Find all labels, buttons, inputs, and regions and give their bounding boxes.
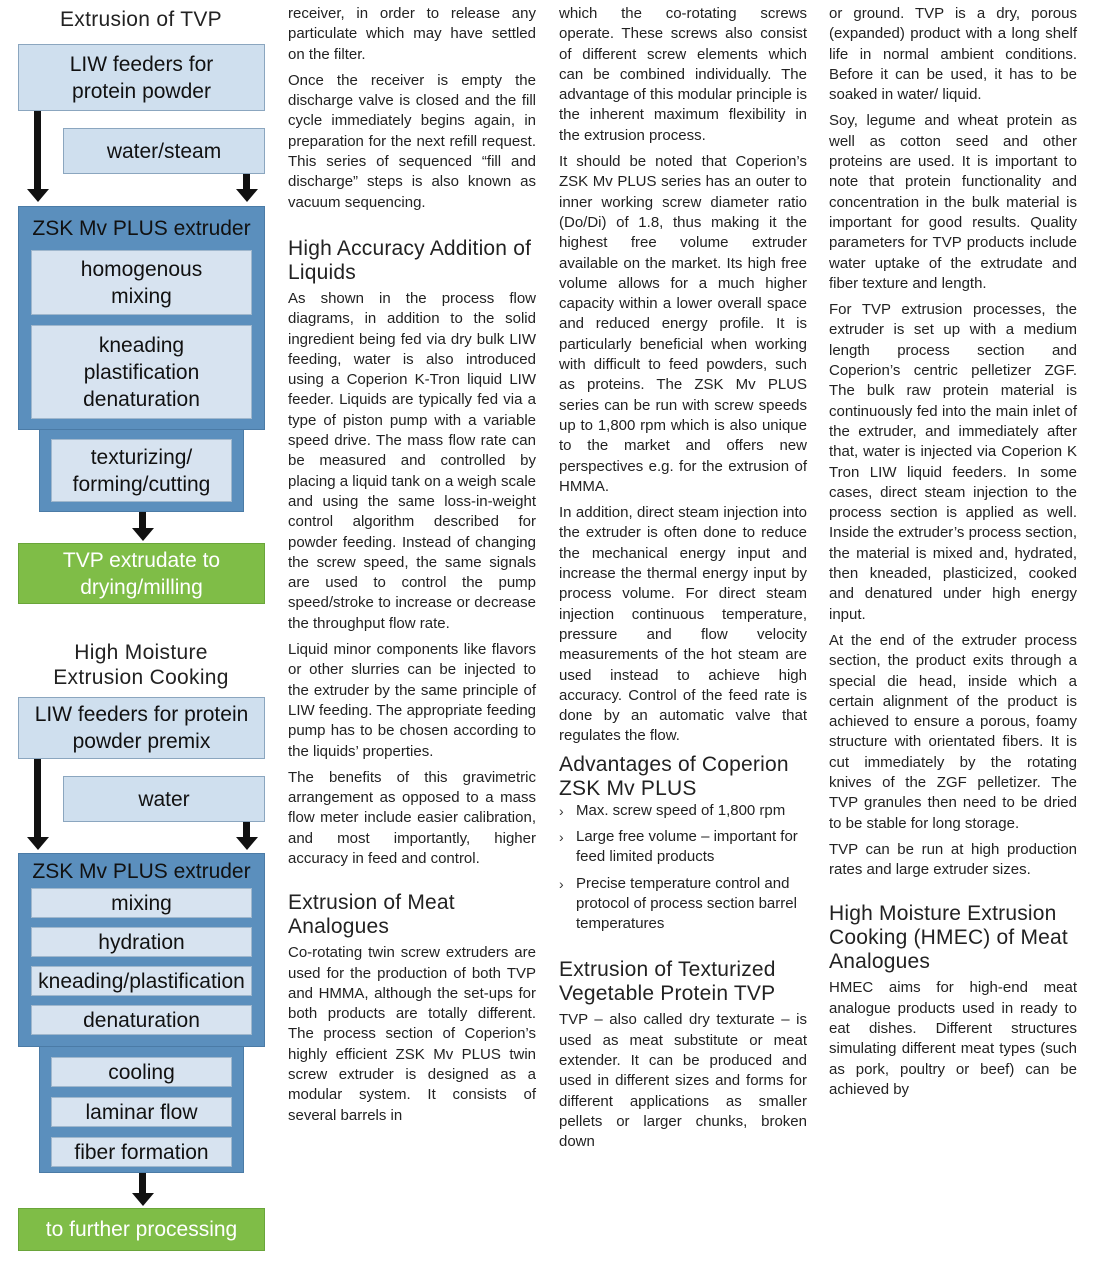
hmec-feeder-label: LIW feeders for protein powder premix: [34, 703, 249, 753]
tvp-step-kneading: [31, 325, 252, 419]
hmec-step-mixing: [31, 888, 252, 918]
hmec-water-label: water: [138, 787, 190, 811]
hmec-step-denaturation-label: denaturation: [83, 1008, 200, 1032]
tvp-feeder-label: LIW feeders for protein powder: [69, 52, 214, 103]
col3-paragraph-4: At the end of the extruder process section, the product exits through a special die head, inside which a certain alignment of the product is achieved to ensure a porous, foamy structure with orientated fibers. It is cut immediately by the rotating knives of the ZGF pelletizer. The TVP granules then need to be dried to be stable for long storage.: [829, 631, 1077, 832]
col2-paragraph-4: TVP – also called dry texturate – is used as meat substitute or meat extender. It can be produced and used in different sizes and forms for different applications as smaller pellets or larger chunks, broken down: [559, 1011, 807, 1151]
hmec-output-box: [18, 1208, 265, 1251]
tvp-step-kneading-label: kneading plastification denaturation: [83, 333, 200, 411]
tvp-water-arrow-head: [236, 189, 258, 202]
tvp-water-label: water/steam: [106, 139, 222, 163]
tvp-feeder-arrow-head: [27, 189, 49, 202]
col2-paragraph-3: In addition, direct steam injection into the extruder is often done to reduce the mechanical energy input and increase the thermal energy input by process volume. For direct steam injection continuous temperature, pressure and flow velocity measurements of the hot steam are used instead to achieve high accuracy. Control of the feed rate is done by an automatic valve that regulates the flow.: [559, 504, 807, 745]
diagram-hmec-title: High Moisture Extrusion Cooking: [53, 641, 229, 689]
hmec-step-cooling-label: cooling: [108, 1060, 175, 1084]
hmec-step-hydration-label: hydration: [98, 930, 185, 954]
tvp-step-texturizing-label: texturizing/ forming/cutting: [72, 445, 211, 496]
hmec-step-kneading-label: kneading/plastification: [38, 969, 245, 993]
tvp-step-texturizing: [51, 439, 232, 502]
hmec-step-kneading: [31, 966, 252, 996]
hmec-output-arrow-shaft: [139, 1173, 146, 1194]
tvp-extruder-block: [18, 206, 265, 430]
chevron-right-icon: ›: [559, 802, 564, 819]
hmec-step-mixing-label: mixing: [111, 891, 172, 915]
heading-hmec-meat-analogues: High Moisture Extrusion Cooking (HMEC) of Meat Analogues: [829, 902, 1068, 974]
tvp-die-block: [39, 429, 244, 512]
advantage-text: Max. screw speed of 1,800 rpm: [576, 801, 786, 819]
hmec-die-block: [39, 1046, 244, 1173]
hmec-step-cooling: [51, 1057, 232, 1087]
heading-extrusion-meat-analogues: Extrusion of Meat Analogues: [288, 891, 455, 939]
hmec-feeder-box: [18, 697, 265, 759]
hmec-step-hydration: [31, 927, 252, 957]
hmec-water-box: [63, 776, 265, 822]
col1-paragraph-5: The benefits of this gravimetric arrangement as opposed to a mass flow meter include easier calibration, and most importantly, higher accuracy in feed and control.: [288, 768, 536, 867]
text-column-2: [559, 4, 807, 1159]
col3-paragraph-6: HMEC aims for high-end meat analogue products used in ready to eat dishes. Different structures simulating different meat types (such as pork, poultry or beef) can be achieved by: [829, 979, 1077, 1098]
hmec-output-arrow-head: [132, 1193, 154, 1206]
hmec-extruder-label: ZSK Mv PLUS extruder: [32, 860, 251, 883]
hmec-step-laminar-flow: [51, 1097, 232, 1127]
chevron-right-icon: ›: [559, 875, 564, 892]
chevron-right-icon: ›: [559, 828, 564, 845]
text-column-1: [288, 4, 536, 1132]
tvp-feeder-arrow-shaft: [34, 111, 41, 190]
tvp-water-box: [63, 128, 265, 174]
hmec-water-arrow-shaft: [243, 822, 250, 838]
tvp-output-box: [18, 543, 265, 604]
col3-paragraph-1: or ground. TVP is a dry, porous (expanded) product with a long shelf life in normal ambient conditions. Before it can be used, it has to be soaked in water/ liquid.: [829, 5, 1077, 104]
col3-paragraph-3: For TVP extrusion processes, the extruder is set up with a medium length process section and Coperion’s centric pelletizer ZGF. The bulk raw protein material is continuously fed into the main inlet of the extruder, and immediately after that, water is injected via Coperion K Tron LIW liquid feeders. In some cases, direct steam injection to the process section is applied as well. Inside the extruder’s process section, the material is mixed and, hydrated, then kneaded, plasticized, cooked and denatured under high energy input.: [829, 301, 1077, 623]
col1-paragraph-6: Co-rotating twin screw extruders are used for the production of both TVP and HMMA, although the set-ups for both products are totally different. The process section of Coperion’s highly efficient ZSK Mv PLUS twin screw extruder is designed as a modular system. It consists of several barrels in: [288, 944, 536, 1124]
heading-high-accuracy-liquids: High Accuracy Addition of Liquids: [288, 236, 532, 284]
tvp-feeder-box: [18, 44, 265, 111]
tvp-step-mixing: [31, 250, 252, 315]
hmec-step-laminar-flow-label: laminar flow: [85, 1100, 198, 1124]
tvp-step-mixing-label: homogenous mixing: [80, 257, 203, 308]
hmec-step-fiber-formation: [51, 1137, 232, 1167]
col1-paragraph-2: Once the receiver is empty the discharge valve is closed and the fill cycle immediately begins again, in preparation for the next refill request. This series of sequenced “fill and discharge” steps is also known as vacuum sequencing.: [288, 71, 536, 211]
tvp-output-label: TVP extrudate to drying/milling: [62, 548, 221, 599]
col2-paragraph-1: which the co-rotating screws operate. These screws also consist of different screw elements which can be combined individually. The advantage of this modular principle is the inherent maximum flexibility in the extrusion process.: [559, 5, 807, 144]
col1-paragraph-1: receiver, in order to release any particulate which may have settled on the filter.: [288, 5, 536, 63]
hmec-step-denaturation: [31, 1005, 252, 1035]
hmec-water-arrow-head: [236, 837, 258, 850]
hmec-feeder-arrow-shaft: [34, 759, 41, 838]
diagram-tvp-title: Extrusion of TVP: [60, 8, 222, 31]
hmec-output-label: to further processing: [45, 1218, 238, 1241]
tvp-output-arrow-head: [132, 528, 154, 541]
hmec-feeder-arrow-head: [27, 837, 49, 850]
list-item: [559, 874, 807, 935]
heading-advantages: Advantages of Coperion ZSK Mv PLUS: [559, 752, 789, 800]
heading-extrusion-tvp: Extrusion of Texturized Vegetable Protein TVP: [559, 958, 776, 1006]
tvp-water-arrow-shaft: [243, 174, 250, 190]
hmec-step-fiber-formation-label: fiber formation: [74, 1140, 209, 1164]
tvp-extruder-label: ZSK Mv PLUS extruder: [32, 217, 251, 240]
text-column-3: [829, 4, 1077, 1106]
col3-paragraph-2: Soy, legume and wheat protein as well as cotton seed and other proteins are used. It is important to note that protein functionality and concentration in the bulk material is important for good results. Quality parameters for TVP products include water uptake of the extrudate and fiber texture and length.: [829, 112, 1077, 292]
col2-paragraph-2: It should be noted that Coperion’s ZSK Mv PLUS series has an outer to inner working screw diameter ratio (Do/Di) of 1.8, thus making it the highest free volume extruder available on the market. Its high free volume allows for a much higher capacity within a lower overall space and reduced energy profile. It is particularly beneficial when working with difficult to feed powders, such as proteins. The ZSK Mv PLUS series can be run with screw speeds up to 1,800 rpm which is also unique to the market and offers new perspectives e.g. for the extrusion of HMMA.: [559, 153, 807, 495]
col1-paragraph-4: Liquid minor components like flavors or other slurries can be injected to the extruder by the same principle of LIW feeding. The appropriate feeding pump has to be chosen according to the liquids’ properties.: [288, 641, 536, 760]
hmec-extruder-block: [18, 853, 265, 1047]
col3-paragraph-5: TVP can be run at high production rates and large extruder sizes.: [829, 840, 1077, 879]
tvp-output-arrow-shaft: [139, 512, 146, 529]
list-item: [559, 827, 807, 868]
list-item: [559, 801, 807, 821]
col1-paragraph-3: As shown in the process flow diagrams, in addition to the solid ingredient being fed via dry bulk LIW feeding, water is also introduced using a Coperion K-Tron liquid LIW feeder. Liquids are typically fed via a type of piston pump with a variable speed drive. The mass flow rate can be measured and controlled by placing a liquid tank on a weigh scale and using the same loss-in-weight control algorithm described for powder feeding. Instead of changing the screw speed, the same signals are used to control the pump speed/stroke to increase or decrease the throughput flow rate.: [288, 289, 536, 632]
advantage-text: Large free volume – important for feed limited products: [576, 827, 798, 866]
advantages-list: [559, 801, 807, 935]
advantage-text: Precise temperature control and protocol of process section barrel temperatures: [576, 874, 797, 933]
